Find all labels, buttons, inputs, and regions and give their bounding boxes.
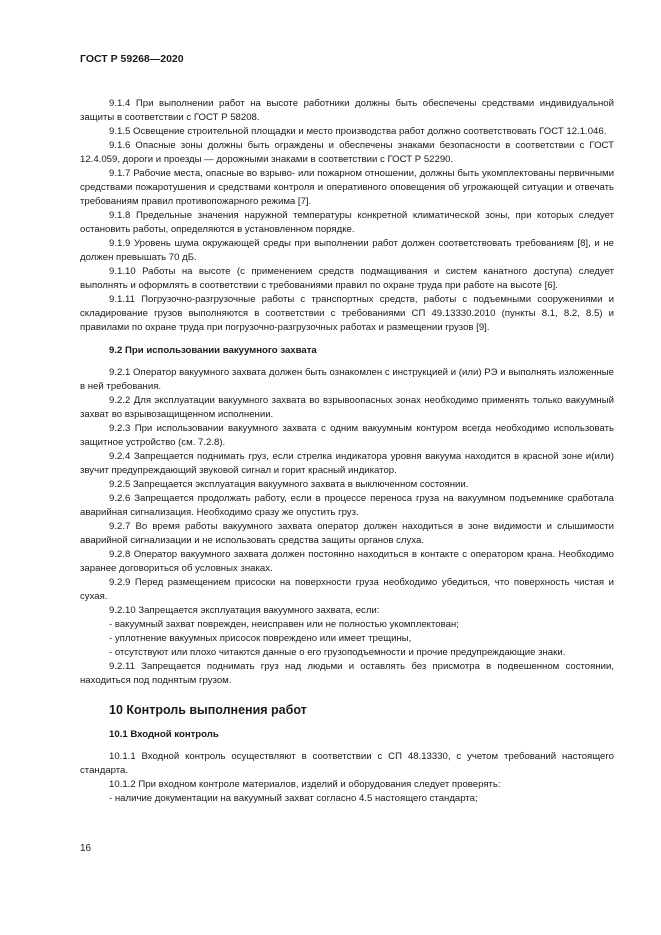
paragraph-9-1-6: 9.1.6 Опасные зоны должны быть ограждены и обеспечены знаками безопасности в соответствии с ГОСТ 12.4.059, дороги и проезды — дорожными знаками в соответствии с ГОСТ Р 52290. — [80, 140, 614, 165]
document-header: ГОСТ Р 59268—2020 — [80, 53, 184, 65]
paragraph-9-2-4: 9.2.4 Запрещается поднимать груз, если стрелка индикатора уровня вакуума находится в красной зоне и(или) звучит предупреждающий звуковой сигнал и горит красный индикатор. — [80, 451, 614, 476]
paragraph-9-2-7: 9.2.7 Во время работы вакуумного захвата оператор должен находиться в зоне видимости и слышимости аварийной сигнализации и не использовать средства защиты органов слуха. — [80, 521, 614, 546]
paragraph-9-1-5: 9.1.5 Освещение строительной площадки и место производства работ должно соответствовать ГОСТ 12.1.046. — [109, 126, 607, 137]
paragraph-9-1-8: 9.1.8 Предельные значения наружной температуры конкретной климатической зоны, при которых следует остановить работы, определяются в установленном порядке. — [80, 210, 614, 235]
paragraph-9-2-11: 9.2.11 Запрещается поднимать груз над людьми и оставлять без присмотра в подвешенном состоянии, находиться под поднятым грузом. — [80, 661, 614, 686]
section-9-2-heading: 9.2 При использовании вакуумного захвата — [109, 345, 317, 356]
paragraph-9-1-4: 9.1.4 При выполнении работ на высоте работники должны быть обеспечены средствами индивидуальной защиты в соответствии с ГОСТ Р 58208. — [80, 98, 614, 123]
section-10-1-heading: 10.1 Входной контроль — [109, 729, 219, 740]
paragraph-9-2-3: 9.2.3 При использовании вакуумного захвата с одним вакуумным контуром всегда необходимо использовать защитное устройство (см. 7.2.8). — [80, 423, 614, 448]
paragraph-9-1-11: 9.1.11 Погрузочно-разгрузочные работы с транспортных средств, работы с подъемными сооружениями и складирование грузов выполняются в соответствии с требованиями СП 49.13330.2010 (пункты 8.1, 8.2, 8.5) и правилами по охране труда при погрузочно-разгрузочных работах и размещении грузов [9]. — [80, 294, 614, 333]
paragraph-10-1-1: 10.1.1 Входной контроль осуществляют в соответствии с СП 48.13330, с учетом требований настоящего стандарта. — [80, 751, 614, 776]
paragraph-9-1-7: 9.1.7 Рабочие места, опасные во взрыво- или пожарном отношении, должны быть укомплектованы первичными средствами пожаротушения и средствами контроля и оперативного оповещения об угрожающей ситуации и отвечать требованиям правил противопожарного режима [7]. — [80, 168, 614, 207]
paragraph-10-1-2: 10.1.2 При входном контроле материалов, изделий и оборудования следует проверять: — [109, 779, 501, 790]
list-item: - уплотнение вакуумных присосок повреждено или имеет трещины, — [109, 633, 412, 644]
list-item: - наличие документации на вакуумный захват согласно 4.5 настоящего стандарта; — [109, 793, 478, 804]
document-body — [80, 97, 614, 806]
paragraph-9-2-10: 9.2.10 Запрещается эксплуатация вакуумного захвата, если: — [109, 605, 380, 616]
paragraph-9-1-10: 9.1.10 Работы на высоте (с применением средств подмащивания и систем канатного доступа) следует выполнять и оформлять в соответствии с требованиями правил по охране труда при работе на высоте [6]. — [80, 266, 614, 291]
list-item: - вакуумный захват поврежден, неисправен или не полностью укомплектован; — [109, 619, 459, 630]
paragraph-9-2-8: 9.2.8 Оператор вакуумного захвата должен постоянно находиться в контакте с оператором крана. Необходимо заранее договориться об условных знаках. — [80, 549, 614, 574]
list-item: - отсутствуют или плохо читаются данные о его грузоподъемности и прочие предупреждающие знаки. — [109, 647, 566, 658]
paragraph-9-2-6: 9.2.6 Запрещается продолжать работу, если в процессе переноса груза на вакуумном подъемнике сработала аварийная сигнализация. Необходимо сразу же опустить груз. — [80, 493, 614, 518]
paragraph-9-1-9: 9.1.9 Уровень шума окружающей среды при выполнении работ должен соответствовать требованиям [8], и не должен превышать 70 дБ. — [80, 238, 614, 263]
paragraph-9-2-2: 9.2.2 Для эксплуатации вакуумного захвата во взрывоопасных зонах необходимо применять только вакуумный захват во взрывозащищенном исполнении. — [80, 395, 614, 420]
page-number: 16 — [80, 843, 92, 854]
paragraph-9-2-1: 9.2.1 Оператор вакуумного захвата должен быть ознакомлен с инструкцией и (или) РЭ и выполнять изложенные в ней требования. — [80, 367, 614, 392]
section-10-heading: 10 Контроль выполнения работ — [109, 703, 307, 717]
paragraph-9-2-5: 9.2.5 Запрещается эксплуатация вакуумного захвата в выключенном состоянии. — [109, 479, 469, 490]
paragraph-9-2-9: 9.2.9 Перед размещением присоски на поверхности груза необходимо убедиться, что поверхность чистая и сухая. — [80, 577, 614, 602]
